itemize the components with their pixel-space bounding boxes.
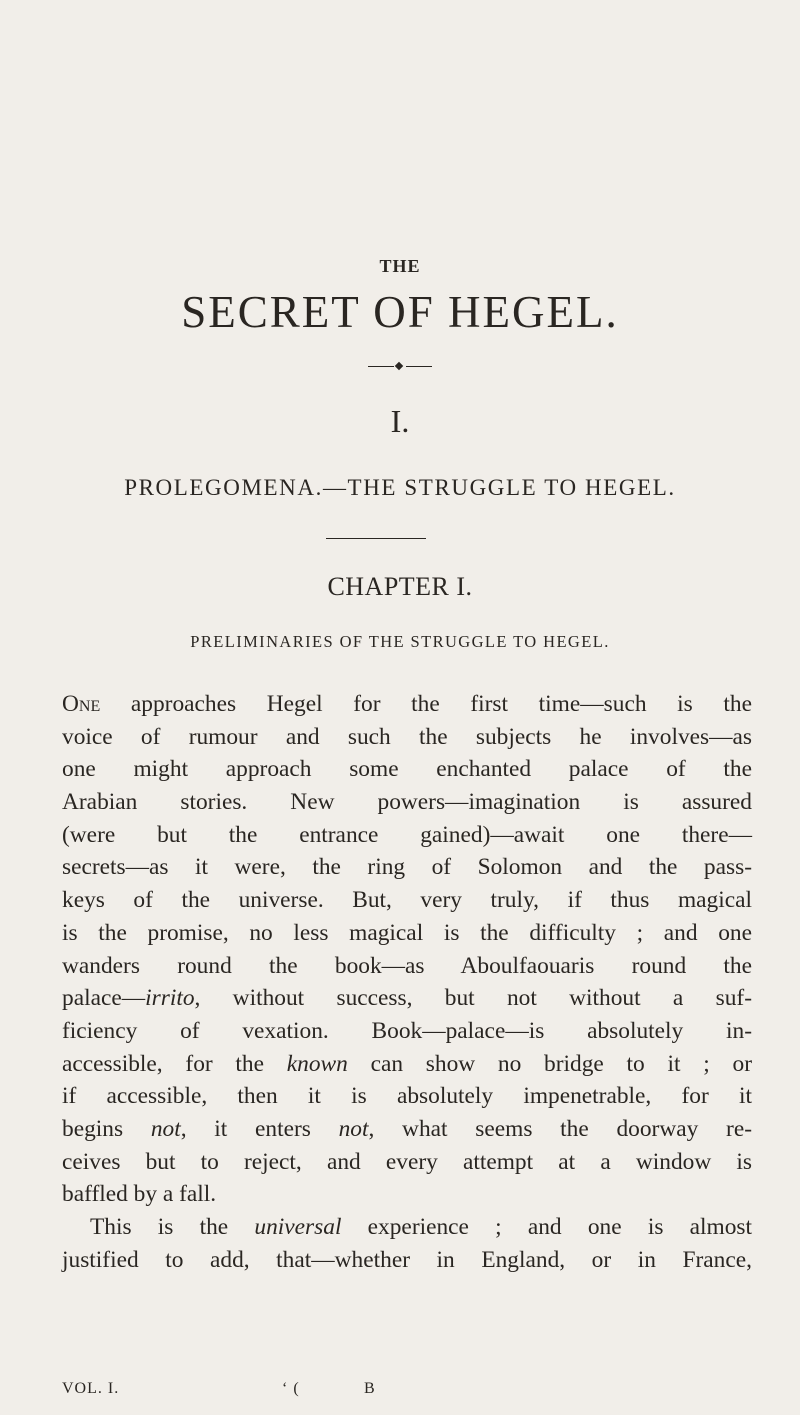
text-fragment: This is the: [90, 1214, 255, 1240]
ornament-diamond-icon: [395, 362, 403, 370]
title-ornament: [368, 360, 432, 372]
title-kicker: THE: [379, 256, 421, 276]
italic-word: known: [286, 1050, 348, 1077]
drop-word: One: [62, 691, 101, 717]
chapter-title: CHAPTER I.: [327, 572, 473, 601]
text-line: keys of the universe. But, very truly, if thus magical: [62, 887, 752, 914]
text-line: [62, 688, 752, 721]
text-fragment: , it enters: [180, 1115, 339, 1142]
text-line: secrets—as it were, the ring of Solomon and the pass-: [62, 854, 752, 881]
text-line: [62, 1113, 752, 1146]
text-line: Arabian stories. New powers—imagination is assured: [62, 789, 752, 816]
text-line: baffled by a fall.: [62, 1181, 217, 1208]
section-rule: [326, 538, 426, 539]
ornament-line-right: [406, 366, 432, 367]
ornament-line-left: [368, 366, 394, 367]
printer-mark: ‘ (: [282, 1380, 300, 1397]
text-fragment: , what seems the doorway re-: [368, 1115, 752, 1142]
italic-word: irrito: [145, 985, 195, 1012]
text-line: (were but the entrance gained)—await one there—: [62, 821, 752, 848]
text-fragment: experience ; and one is almost: [341, 1214, 752, 1240]
text-line: [62, 1211, 752, 1244]
text-line: if accessible, then it is absolutely impenetrable, for it: [62, 1083, 752, 1110]
text-fragment: begins: [62, 1115, 151, 1142]
text-fragment: palace—: [62, 985, 146, 1012]
text-line: ficiency of vexation. Book—palace—is absolutely in-: [62, 1017, 752, 1044]
text-line: wanders round the book—as Aboulfaouaris round the: [62, 952, 752, 979]
italic-word: not: [338, 1115, 369, 1142]
part-title: PROLEGOMENA.—THE STRUGGLE TO HEGEL.: [124, 475, 676, 500]
book-title: SECRET OF HEGEL.: [181, 287, 619, 337]
text-line: justified to add, that—whether in England, or in France,: [62, 1246, 752, 1273]
text-line: voice of rumour and such the subjects he involves—as: [62, 723, 752, 750]
text-fragment: can show no bridge to it ; or: [347, 1050, 752, 1077]
volume-label: VOL. I.: [62, 1380, 120, 1397]
text-fragment: , without success, but not without a suf-: [194, 985, 752, 1012]
italic-word: not: [150, 1115, 181, 1142]
signature-mark: B: [364, 1380, 376, 1397]
chapter-subtitle: PRELIMINARIES OF THE STRUGGLE TO HEGEL.: [190, 632, 610, 651]
text-fragment: approaches Hegel for the first time—such is the: [100, 691, 752, 717]
text-line: [62, 982, 752, 1015]
text-line: ceives but to reject, and every attempt at a window is: [62, 1148, 752, 1175]
body-text: [62, 688, 752, 1276]
text-fragment: accessible, for the: [62, 1050, 287, 1077]
text-line: [62, 1048, 752, 1081]
italic-word: universal: [254, 1214, 342, 1240]
part-number: I.: [390, 403, 410, 439]
text-line: is the promise, no less magical is the difficulty ; and one: [62, 919, 752, 946]
text-line: one might approach some enchanted palace of the: [62, 756, 752, 783]
